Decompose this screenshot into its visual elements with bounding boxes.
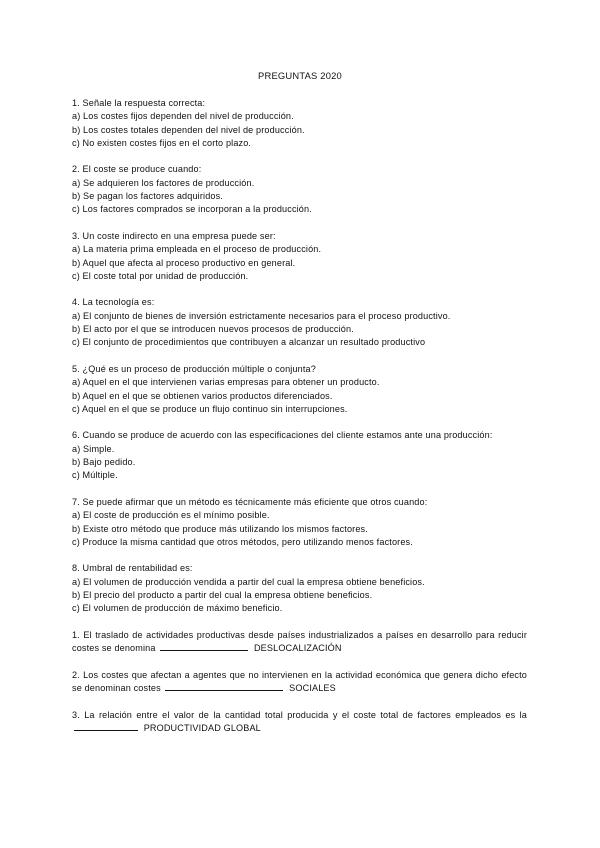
fill-question-text: 1. El traslado de actividades productivas desde países industrializados a países en desarrollo para reducir costes se denomina — [72, 629, 527, 654]
question-text: 8. Umbral de rentabilidad es: — [72, 563, 193, 574]
question-text: 6. Cuando se produce de acuerdo con las especificaciones del cliente estamos ante una producción: — [72, 430, 493, 441]
question-text: 7. Se puede afirmar que un método es técnicamente más eficiente que otros cuando: — [72, 496, 428, 507]
fill-answer: PRODUCTIVIDAD GLOBAL — [143, 722, 261, 733]
fill-question-text: 3. La relación entre el valor de la cantidad total producida y el coste total de factores empleados es la — [72, 709, 527, 720]
option-c: c) El conjunto de procedimientos que contribuyen a alcanzar un resultado productivo — [72, 337, 426, 348]
page-title: PREGUNTAS 2020 — [258, 70, 342, 81]
option-a: a) Los costes fijos dependen del nivel de producción. — [72, 111, 294, 122]
question-5 — [72, 363, 527, 416]
option-a: a) El volumen de producción vendida a partir del cual la empresa obtiene beneficios. — [72, 576, 425, 587]
question-8 — [72, 562, 527, 615]
option-a: a) Aquel en el que intervienen varias empresas para obtener un producto. — [72, 377, 380, 388]
option-c: c) Aquel en el que se produce un flujo continuo sin interrupciones. — [72, 403, 348, 414]
fill-answer: SOCIALES — [289, 683, 336, 694]
option-b: b) Se pagan los factores adquiridos. — [72, 191, 223, 202]
question-6 — [72, 429, 527, 482]
option-b: b) El acto por el que se introducen nuevos procesos de producción. — [72, 324, 354, 335]
fill-question-2 — [72, 669, 527, 696]
option-c: c) Produce la misma cantidad que otros métodos, pero utilizando menos factores. — [72, 536, 413, 547]
option-b: b) Existe otro método que produce más utilizando los mismos factores. — [72, 523, 368, 534]
fill-question-text: 2. Los costes que afectan a agentes que no intervienen en la actividad económica que genera dicho efecto se denominan costes — [72, 669, 527, 694]
question-text: 4. La tecnología es: — [72, 297, 155, 308]
option-a: a) Simple. — [72, 443, 115, 454]
fill-question-3 — [72, 709, 527, 736]
question-text: 2. El coste se produce cuando: — [72, 164, 202, 175]
option-b: b) Aquel en el que se obtienen varios productos diferenciados. — [72, 390, 333, 401]
question-text: 3. Un coste indirecto en una empresa puede ser: — [72, 230, 276, 241]
option-c: c) Múltiple. — [72, 470, 118, 481]
answer-blank — [74, 722, 138, 731]
option-c: c) No existen costes fijos en el corto plazo. — [72, 137, 252, 148]
option-b: b) Bajo pedido. — [72, 457, 136, 468]
question-1 — [72, 97, 527, 150]
question-7 — [72, 496, 527, 549]
question-text: 1. Señale la respuesta correcta: — [72, 98, 206, 108]
question-2 — [72, 163, 527, 216]
question-3 — [72, 230, 527, 283]
option-a: a) La materia prima empleada en el proceso de producción. — [72, 244, 322, 255]
option-c: c) Los factores comprados se incorporan a la producción. — [72, 204, 312, 215]
option-c: c) El coste total por unidad de producción. — [72, 270, 249, 281]
fill-answer: DESLOCALIZACIÓN — [253, 643, 342, 654]
question-list — [72, 97, 527, 749]
option-c: c) El volumen de producción de máximo beneficio. — [72, 603, 283, 614]
option-a: a) El conjunto de bienes de inversión estrictamente necesarios para el proceso productivo. — [72, 310, 451, 321]
question-4 — [72, 296, 527, 349]
option-b: b) El precio del producto a partir del cual la empresa obtiene beneficios. — [72, 589, 373, 600]
option-a: a) El coste de producción es el mínimo posible. — [72, 510, 270, 521]
option-b: b) Los costes totales dependen del nivel de producción. — [72, 124, 305, 135]
option-b: b) Aquel que afecta al proceso productivo en general. — [72, 257, 296, 268]
question-text: 5. ¿Qué es un proceso de producción múltiple o conjunta? — [72, 363, 316, 374]
answer-blank — [160, 642, 248, 651]
fill-question-1 — [72, 629, 527, 656]
option-a: a) Se adquieren los factores de producción. — [72, 177, 255, 188]
answer-blank — [165, 682, 283, 691]
